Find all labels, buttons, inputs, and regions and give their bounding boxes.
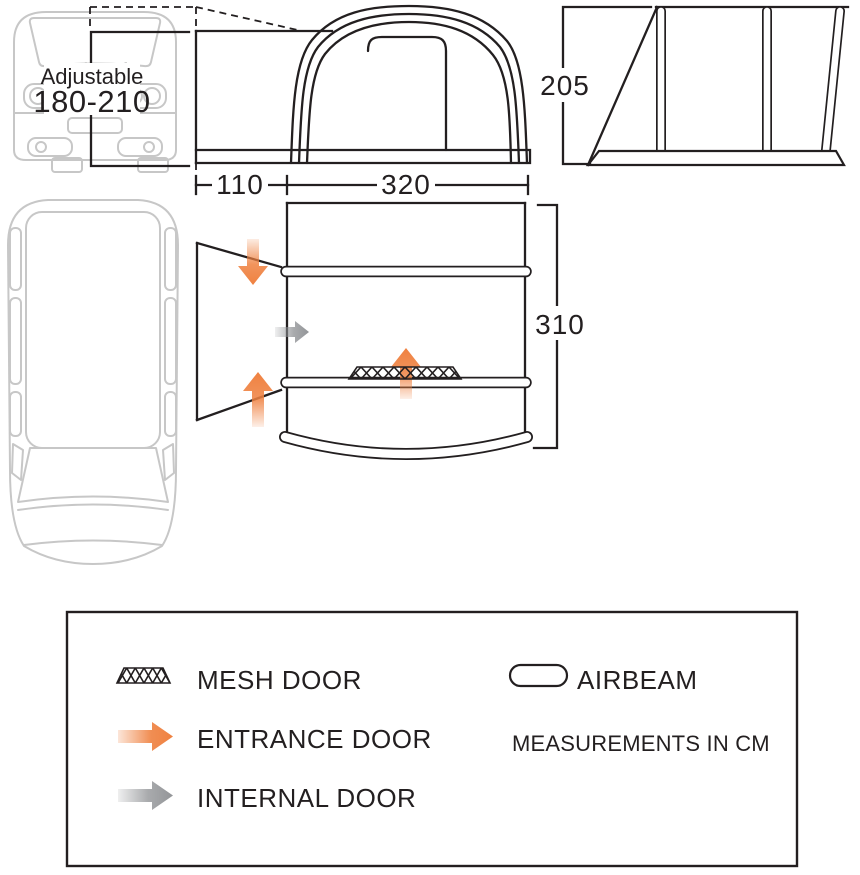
depth-dimension <box>534 205 586 448</box>
internal-door-arrow <box>275 321 309 343</box>
height-dimension-205 <box>539 7 651 164</box>
internal-door-swatch <box>118 781 173 810</box>
foglight <box>36 142 46 152</box>
mesh-door-label: MESH DOOR <box>197 665 362 695</box>
entrance-door-swatch <box>118 722 173 751</box>
van-window <box>165 392 176 436</box>
adjustable-label: Adjustable <box>40 64 144 89</box>
airbeam-arc-inner <box>307 22 511 163</box>
awning-front-view <box>196 6 530 163</box>
side-elevation-view <box>539 7 848 165</box>
van-front-windshield <box>30 18 160 66</box>
van-top-roof <box>26 212 160 448</box>
tunnel-top-wall <box>197 243 281 267</box>
ground-skirt <box>196 150 530 163</box>
awning-width-value: 320 <box>381 169 431 200</box>
legend-item-mesh-door <box>117 665 362 695</box>
front-door-outline <box>368 37 446 150</box>
van-window <box>10 392 21 436</box>
van-front-grille <box>68 118 122 133</box>
van-top-hood-line <box>18 505 168 511</box>
side-front-slope <box>588 7 657 165</box>
van-front-bumper-left <box>28 138 72 156</box>
mesh-swatch-hatch <box>118 668 170 683</box>
van-quarter-window-left <box>12 444 23 480</box>
airbeam-swatch <box>510 665 567 686</box>
van-top-bumper-line <box>24 541 162 546</box>
van-top-view <box>8 200 178 564</box>
tunnel-width-value: 110 <box>216 169 264 200</box>
airbeam-label: AIRBEAM <box>577 665 698 695</box>
van-window <box>165 228 176 290</box>
van-front-bumper-right <box>118 138 162 156</box>
entrance-door-label: ENTRANCE DOOR <box>197 724 432 754</box>
tunnel-plan <box>197 243 281 420</box>
van-quarter-window-right <box>163 444 174 480</box>
adjustable-range: 180-210 <box>33 84 151 119</box>
legend-item-internal-door <box>118 781 416 813</box>
awning-plan <box>285 203 527 454</box>
plan-view <box>8 200 586 564</box>
van-top-body <box>8 200 178 564</box>
width-dimension <box>196 169 528 200</box>
projection-diagonal <box>196 7 302 31</box>
legend-item-airbeam <box>510 665 698 695</box>
van-top-windshield <box>18 448 168 502</box>
foglight <box>144 142 154 152</box>
side-groundsheet <box>588 151 844 165</box>
van-window <box>10 298 21 384</box>
legend <box>67 612 797 866</box>
van-window <box>165 298 176 384</box>
legend-item-entrance-door <box>118 722 432 754</box>
internal-door-label: INTERNAL DOOR <box>197 783 417 813</box>
entrance-door-arrow-up <box>243 372 273 427</box>
airbeam-arc-outer <box>291 6 527 163</box>
van-window <box>10 228 21 290</box>
mesh-door-arrow-up <box>391 348 421 399</box>
depth-value: 310 <box>535 309 585 340</box>
tunnel-bottom-wall <box>197 390 281 420</box>
units-note: MEASUREMENTS IN CM <box>512 731 770 756</box>
front-elevation-view <box>14 6 530 200</box>
side-airbeams <box>661 11 840 150</box>
height-value: 205 <box>540 70 590 101</box>
